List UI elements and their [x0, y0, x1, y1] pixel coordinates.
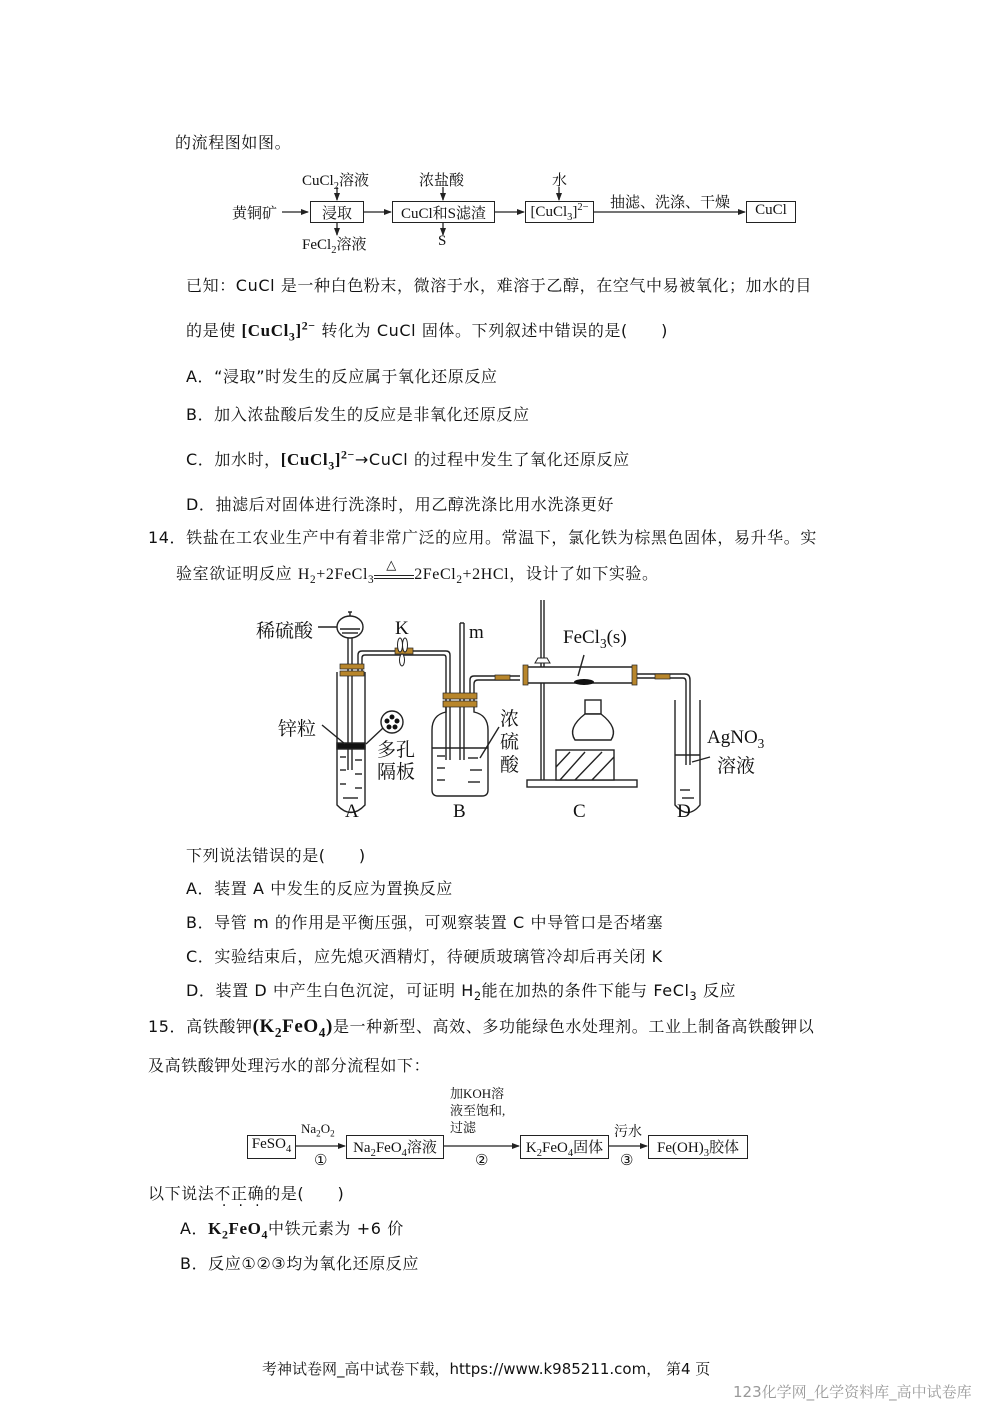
label-agno3-solution: AgNO$_3$ 溶液 [707, 727, 765, 777]
q15-stem: 以下说法不正确的是( ) [148, 1184, 345, 1203]
q15-option-b[interactable]: B．反应①②③均为氧化还原反应 [180, 1254, 420, 1273]
q13-option-c[interactable]: C．加水时，[CuCl$_3$]$^{2-}$→CuCl 的过程中发生了氧化还原反应 [186, 447, 630, 473]
flow1-reagent-water: 水 [552, 173, 568, 189]
q14-option-c[interactable]: C．实验结束后，应先熄灭酒精灯，待硬质玻璃管冷却后再关闭 K [186, 947, 663, 966]
flow2-box-na2feo4: $Na_2FeO_4$溶液 [346, 1135, 444, 1159]
flow2-reagent-sewage: 污水 [614, 1125, 642, 1140]
flow2-box-feso4: FeSO$_4$ [247, 1135, 296, 1159]
label-dilute-sulfuric-acid: 稀硫酸 [256, 621, 314, 642]
label-conc-sulfuric-acid: 浓 硫 酸 [500, 709, 520, 776]
q13-option-d[interactable]: D．抽滤后对固体进行洗涤时，用乙醇洗涤比用水洗涤更好 [186, 495, 614, 514]
intro-line: 的流程图如图。 [175, 133, 292, 152]
q15-option-a[interactable]: A．$K_2FeO_4$中铁元素为 +6 价 [180, 1219, 404, 1242]
page-footer: 考神试卷网_高中试卷下载，https://www.k985211.com， 第4 页 [262, 1360, 711, 1378]
label-device-b: B [453, 801, 466, 822]
label-zinc-granules: 锌粒 [278, 719, 317, 740]
flow1-ore: 黄铜矿 [232, 206, 278, 222]
flow2-step-2: ② [475, 1153, 489, 1169]
flow1-box-complex: [CuCl$_3$]$^{2-}$ [525, 201, 594, 223]
q14-stem: 下列说法错误的是( ) [186, 846, 366, 865]
label-device-a: A [345, 801, 359, 822]
flow1-reagent-cucl2: CuCl$_2$溶液 [302, 173, 369, 192]
q13-known-line2: 的是使 [CuCl$_3$]$^{2-}$ 转化为 CuCl 固体。下列叙述中错误的是( ) [186, 318, 668, 344]
flow1-box-product: CuCl [746, 201, 796, 223]
label-porous-plate: 多孔 隔板 [377, 740, 416, 783]
flow2-reagent-na2o2: $Na_2O_2$ [301, 1121, 335, 1139]
flow2-box-k2feo4: $K_2FeO_4$固体 [520, 1135, 609, 1159]
q14-option-b[interactable]: B．导管 m 的作用是平衡压强，可观察装置 C 中导管口是否堵塞 [186, 913, 664, 932]
label-clip-k: K [395, 618, 409, 639]
flow1-byproduct-s: S [438, 233, 447, 249]
flow2-step-1: ① [314, 1153, 328, 1169]
q13-option-a[interactable]: A．“浸取”时发生的反应属于氧化还原反应 [186, 367, 498, 386]
q14-option-a[interactable]: A．装置 A 中发生的反应为置换反应 [186, 879, 453, 898]
q14-line1: 14．铁盐在工农业生产中有着非常广泛的应用。常温下，氯化铁为棕黑色固体，易升华。实 [148, 528, 817, 547]
q15-line1: 15．高铁酸钾$(K_2FeO_4)$是一种新型、高效、多功能绿色水处理剂。工业上制备高铁酸钾以 [148, 1016, 815, 1040]
flow2-box-feoh3: $Fe(OH)_3$胶体 [648, 1135, 748, 1159]
flow1-step-filter: 抽滤、洗涤、干燥 [610, 195, 731, 211]
q14-line2: 验室欲证明反应 $H_2+2FeCl_3$ △ 2FeCl$_2$+2HCl，设计了如下实验。 [176, 558, 659, 587]
q15-line2: 及高铁酸钾处理污水的部分流程如下： [148, 1056, 431, 1075]
label-device-c: C [573, 801, 586, 822]
q13-known-line1: 已知：CuCl 是一种白色粉末，微溶于水，难溶于乙醇，在空气中易被氧化；加水的目 [186, 276, 813, 295]
label-fecl3-solid: FeCl$_3$(s) [563, 627, 627, 651]
flow2-reagent-koh: 加KOH溶 液至饱和, 过滤 [450, 1086, 506, 1135]
label-device-d: D [677, 801, 691, 822]
q13-option-b[interactable]: B．加入浓盐酸后发生的反应是非氧化还原反应 [186, 405, 530, 424]
q14-option-d[interactable]: D．装置 D 中产生白色沉淀，可证明 $H_2$能在加热的条件下能与 FeCl$_3$ 反应 [186, 981, 737, 1004]
flow1-reagent-hcl: 浓盐酸 [419, 173, 465, 189]
flow1-box-residue: CuCl和S滤渣 [392, 201, 495, 223]
watermark: 123化学网_化学资料库_高中试卷库 [733, 1383, 972, 1401]
flow1-byproduct-fecl2: FeCl$_2$溶液 [302, 237, 367, 256]
flow2-step-3: ③ [620, 1153, 634, 1169]
flow1-box-leach: 浸取 [310, 201, 364, 223]
label-tube-m: m [469, 622, 484, 643]
